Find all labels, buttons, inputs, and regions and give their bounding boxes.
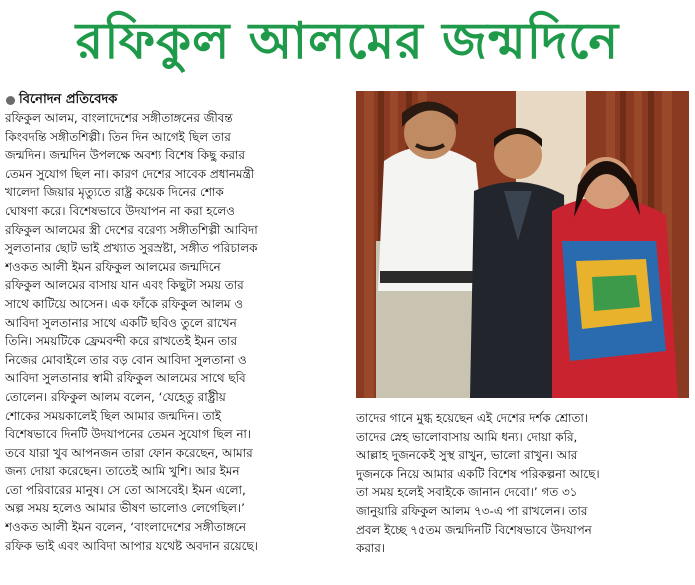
article-line: রফিক ভাই এবং আবিদা আপার যথেষ্ট অবদান রয়েছে। bbox=[5, 538, 258, 553]
article-line: আবিদা সুলতানার সাথে একটি ছবিও তুলে রাখেন bbox=[5, 315, 237, 330]
article-line: নিজের মোবাইলে তার বড় বোন আবিদা সুলতানা ও bbox=[5, 352, 247, 367]
article-line: শওকত আলী ইমন বলেন, ‘বাংলাদেশের সঙ্গীতাঙ্গনে bbox=[5, 520, 246, 535]
article-column-right bbox=[356, 409, 689, 581]
headline: রফিকুল আলমের জন্মদিনে bbox=[75, 12, 620, 70]
bullet-icon bbox=[6, 96, 15, 105]
article-line: সুলতানার ছোট ভাই প্রখ্যাত সুরস্রষ্টা, সঙ্গীত পরিচালক bbox=[5, 241, 258, 256]
article-line: রফিকুল আলমের স্ত্রী দেশের বরেণ্য সঙ্গীতশিল্পী আবিদা bbox=[5, 222, 258, 237]
article-line: জন্য দোয়া করেছেন। তাতেই আমি খুশি। আর ইমন bbox=[5, 464, 240, 479]
article-line: তাদের গানে মুগ্ধ হয়েছেন এই দেশের দর্শক শ্রোতা। bbox=[356, 411, 589, 425]
article-line: তিনি। সময়টিকে ফ্রেমবন্দী করে রাখতেই ইমন তার bbox=[5, 334, 238, 349]
article-line: রফিকুল আলমের বাসায় যান এবং কিছুটা সময় তার bbox=[5, 278, 244, 293]
article-line: তোলেন। রফিকুল আলম বলেন, ‘যেহেতু রাষ্ট্রীয় bbox=[5, 389, 226, 404]
article-line: করার। bbox=[356, 541, 386, 556]
article-photo bbox=[356, 91, 689, 398]
article-line: তাদের স্নেহ ভালোবাসায় আমি ধন্য। দোয়া করি, bbox=[356, 429, 578, 444]
article-line: শোকের সময়কালেই ছিল আমার জন্মদিন। তাই bbox=[5, 408, 222, 423]
article-line: তো পরিবারের মানুষ। সে তো আসবেই। ইমন এলো, bbox=[5, 482, 246, 497]
article-line: রফিকুল আলম, বাংলাদেশের সঙ্গীতাঙ্গনের জীবন্ত bbox=[5, 111, 233, 125]
article-line: জন্মদিন। জন্মদিন উপলক্ষে অবশ্য বিশেষ কিছু করার bbox=[5, 148, 245, 163]
article-line: খালেদা জিয়ার মৃত্যুতে রাষ্ট্র কয়েক দিনের শোক bbox=[5, 185, 224, 200]
byline-text: বিনোদন প্রতিবেদক bbox=[19, 91, 118, 107]
article-line: অল্প সময় হলেও আমার ভীষণ ভালোও লেগেছিল।’ bbox=[5, 501, 245, 516]
article-line: তবে যারা খুব আপনজন তারা ফোন করেছেন, আমার bbox=[5, 445, 253, 460]
article-line: শওকত আলী ইমন রফিকুল আলমের জন্মদিনে bbox=[5, 259, 221, 274]
article-line: তেমন সুযোগ ছিল না। কারণ দেশের সাবেক প্রধানমন্ত্রী bbox=[5, 166, 255, 181]
article-line: আল্লাহ দুজনকেই সুস্থ রাখুন, ভালো রাখুন। আর bbox=[356, 448, 578, 463]
article-line: সাথে কাটিয়ে আসেন। এক ফাঁকে রফিকুল আলম ও bbox=[5, 296, 244, 311]
article-line: প্রবল ইচ্ছে ৭৫তম জন্মদিনটি বিশেষভাবে উদযাপন bbox=[356, 522, 592, 537]
photo-illustration bbox=[356, 91, 689, 398]
article-line: আবিদা সুলতানার স্বামী রফিকুল আলমের সাথে ছবি bbox=[5, 371, 246, 386]
article-line: দুজনকে নিয়ে আমার একটি বিশেষ পরিকল্পনা আছে। bbox=[356, 466, 600, 481]
article-line: ঘোষণা করে। বিশেষভাবে উদযাপন না করা হলেও bbox=[5, 203, 235, 218]
article-column-left bbox=[5, 109, 345, 581]
article-line: বিশেষভাবে দিনটি উদযাপনের তেমন সুযোগ ছিল না। bbox=[5, 427, 252, 442]
article-line: জানুয়ারি রফিকুল আলম ৭৩-এ পা রাখলেন। তার bbox=[356, 503, 588, 518]
article-line: কিংবদন্তি সঙ্গীতশিল্পী। তিন দিন আগেই ছিল তার bbox=[5, 129, 231, 144]
article-line: তা সময় হলেই সবাইকে জানান দেবো।’ গত ৩১ bbox=[356, 485, 578, 500]
byline bbox=[6, 92, 117, 108]
